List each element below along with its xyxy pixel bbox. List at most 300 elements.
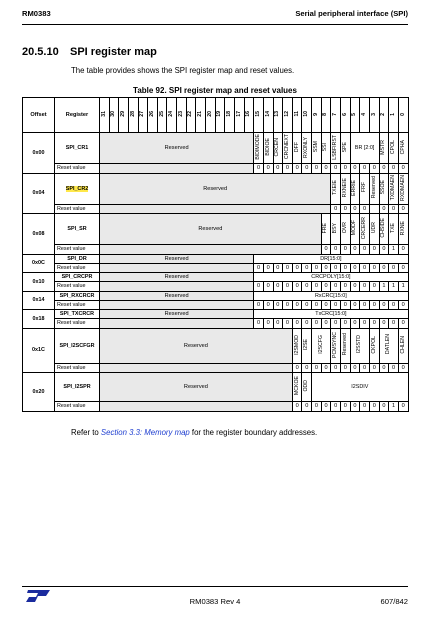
bit-header — [244, 98, 254, 133]
reset-bit: 0 — [369, 300, 379, 310]
reset-bit: 0 — [360, 300, 370, 310]
footer-rule — [22, 586, 408, 587]
bit-header — [350, 98, 360, 133]
reset-label: Reset value — [55, 245, 100, 255]
field-label: I2SMOD — [293, 334, 300, 355]
reset-bit: 0 — [379, 263, 389, 273]
field-label: CRCERR — [361, 216, 368, 240]
reset-bit: 0 — [360, 204, 370, 214]
reset-bit: 0 — [350, 282, 360, 292]
reset-bit: 0 — [312, 282, 322, 292]
register-offset: 0x04 — [23, 173, 55, 214]
reserved-cell — [100, 282, 254, 292]
reset-bit: 0 — [369, 164, 379, 174]
reset-bit: 0 — [283, 300, 293, 310]
field-label: CRCEN — [274, 137, 281, 157]
field-cell — [360, 173, 370, 204]
bit-header — [283, 98, 293, 133]
reset-bit: 0 — [398, 204, 408, 214]
field-label: 1 — [389, 113, 396, 116]
field-cell — [389, 173, 399, 204]
register-name — [55, 173, 100, 204]
field-label: SSM — [312, 141, 319, 153]
register-header: Register — [55, 98, 100, 133]
reserved-cell: Reserved — [100, 214, 322, 245]
reset-bit: 0 — [341, 319, 351, 329]
reset-bit: 0 — [292, 319, 302, 329]
field-cell: CRCPOLY[15:0] — [254, 273, 408, 282]
field-cell — [312, 328, 331, 363]
reset-bit: 0 — [360, 164, 370, 174]
reset-bit: 0 — [292, 363, 302, 373]
reset-bit: 0 — [292, 282, 302, 292]
field-cell — [292, 133, 302, 164]
bit-header — [321, 98, 331, 133]
reset-bit: 0 — [331, 245, 341, 255]
reset-bit: 0 — [292, 164, 302, 174]
field-label: 28 — [129, 111, 136, 117]
register-name — [55, 214, 100, 245]
field-label: 4 — [361, 113, 368, 116]
reset-bit: 0 — [360, 263, 370, 273]
reset-bit: 1 — [389, 245, 399, 255]
footer-revision: RM0383 Rev 4 — [189, 597, 241, 606]
reset-bit: 0 — [302, 363, 312, 373]
field-label: 17 — [235, 111, 242, 117]
reset-bit: 0 — [273, 164, 283, 174]
reset-bit: 0 — [360, 319, 370, 329]
reset-bit: 0 — [369, 263, 379, 273]
field-label: 0 — [399, 113, 406, 116]
register-name — [55, 291, 100, 300]
field-cell — [283, 133, 293, 164]
field-label: CPHA — [399, 139, 406, 155]
reserved-cell: Reserved — [100, 254, 254, 263]
reset-bit: 0 — [360, 402, 370, 412]
reset-bit: 0 — [321, 300, 331, 310]
reset-value-row — [23, 402, 409, 412]
field-cell — [398, 328, 408, 363]
reserved-cell — [100, 363, 293, 373]
field-cell — [398, 133, 408, 164]
register-name-label: SPI_CR2 — [65, 185, 89, 192]
bit-header — [273, 98, 283, 133]
bit-header — [292, 98, 302, 133]
register-map-table — [22, 97, 409, 412]
reset-label: Reset value — [55, 263, 100, 273]
bit-header — [225, 98, 235, 133]
field-label: 9 — [312, 113, 319, 116]
register-offset: 0x20 — [23, 373, 55, 412]
field-label: FRE — [322, 222, 329, 234]
field-label: I2SE — [303, 338, 310, 351]
reserved-cell: Reserved — [100, 173, 331, 204]
chapter-title: Serial peripheral interface (SPI) — [295, 9, 408, 18]
bit-header — [215, 98, 225, 133]
field-label: CHSIDE — [380, 218, 387, 238]
reset-bit: 0 — [379, 204, 389, 214]
bit-header — [196, 98, 206, 133]
bit-header — [186, 98, 196, 133]
reset-label: Reset value — [55, 204, 100, 214]
field-label: DFF — [293, 141, 300, 153]
field-cell — [379, 328, 398, 363]
reset-bit: 0 — [369, 363, 379, 373]
field-cell: TxCRC[15:0] — [254, 310, 408, 319]
bit-header — [234, 98, 244, 133]
bit-header — [302, 98, 312, 133]
reset-bit: 0 — [283, 263, 293, 273]
reset-bit: 0 — [321, 402, 331, 412]
reset-bit: 0 — [312, 164, 322, 174]
field-cell: BR [2:0] — [350, 133, 379, 164]
reset-label: Reset value — [55, 282, 100, 292]
reserved-cell: Reserved — [100, 310, 254, 319]
reset-bit: 0 — [331, 319, 341, 329]
field-label: BIDIMODE — [254, 134, 261, 160]
field-cell — [302, 133, 312, 164]
reset-bit: 0 — [341, 245, 351, 255]
bit-header — [177, 98, 187, 133]
reset-bit: 0 — [398, 363, 408, 373]
doc-id: RM0383 — [22, 9, 51, 18]
reset-value-row — [23, 263, 409, 273]
register-offset: 0x00 — [23, 133, 55, 174]
bit-header — [360, 98, 370, 133]
field-cell: DR[15:0] — [254, 254, 408, 263]
field-cell — [369, 328, 379, 363]
reserved-cell — [100, 204, 331, 214]
field-cell — [341, 173, 351, 204]
reset-bit: 0 — [292, 263, 302, 273]
bit-header — [206, 98, 216, 133]
field-label: 13 — [274, 111, 281, 117]
field-label: 29 — [120, 111, 126, 117]
reset-value-row — [23, 245, 409, 255]
reserved-cell — [100, 319, 254, 329]
field-label: FRF — [361, 182, 368, 193]
reset-bit: 0 — [389, 164, 399, 174]
reset-bit: 0 — [273, 282, 283, 292]
reserved-cell: Reserved — [100, 273, 254, 282]
field-label: Reserved — [341, 333, 348, 356]
register-offset: 0x1C — [23, 328, 55, 373]
bit-header — [138, 98, 148, 133]
field-label: 20 — [206, 111, 213, 117]
register-name-label: SPI_RXCRCR — [59, 292, 95, 299]
reset-bit: 0 — [254, 164, 264, 174]
register-name — [55, 254, 100, 263]
reset-bit: 0 — [360, 282, 370, 292]
field-cell — [254, 133, 264, 164]
field-label: PCMSYNC — [332, 331, 339, 358]
reset-label: Reset value — [55, 402, 100, 412]
field-cell — [350, 214, 360, 245]
reset-bit: 0 — [389, 319, 399, 329]
reset-bit: 0 — [389, 363, 399, 373]
reset-bit: 0 — [273, 300, 283, 310]
register-name — [55, 133, 100, 164]
reset-label: Reset value — [55, 319, 100, 329]
register-field-row — [23, 273, 409, 282]
bit-header — [157, 98, 167, 133]
field-label: TXDMAEN — [389, 174, 396, 201]
reset-bit: 0 — [360, 363, 370, 373]
reset-bit: 0 — [389, 204, 399, 214]
register-field-row — [23, 291, 409, 300]
reset-bit: 0 — [283, 282, 293, 292]
reset-bit: 0 — [312, 319, 322, 329]
field-cell — [331, 173, 341, 204]
field-label: 12 — [283, 111, 290, 117]
reset-bit: 0 — [331, 263, 341, 273]
field-label: DATLEN — [385, 334, 392, 355]
field-cell — [369, 214, 379, 245]
bit-header — [119, 98, 129, 133]
reset-bit: 0 — [398, 245, 408, 255]
field-label: 31 — [100, 111, 107, 117]
reset-value-row — [23, 363, 409, 373]
bit-header — [398, 98, 408, 133]
field-label: 2 — [380, 113, 387, 116]
register-field-row — [23, 328, 409, 363]
bit-header — [341, 98, 351, 133]
field-cell: RxCRC[15:0] — [254, 291, 408, 300]
reset-bit: 0 — [302, 300, 312, 310]
field-cell — [379, 173, 389, 204]
register-name-label: SPI_TXCRCR — [59, 311, 95, 317]
field-label: 26 — [148, 111, 155, 117]
reset-bit: 0 — [341, 263, 351, 273]
field-label: OVR — [341, 222, 348, 234]
reserved-cell: Reserved — [100, 291, 254, 300]
field-cell — [292, 373, 302, 402]
field-label: SPE — [341, 141, 348, 153]
page-header — [22, 9, 408, 21]
field-label: LSBFIRST — [332, 134, 339, 160]
reset-bit: 0 — [350, 204, 360, 214]
reset-bit: 0 — [321, 363, 331, 373]
reset-label: Reset value — [55, 300, 100, 310]
reset-bit: 0 — [263, 300, 273, 310]
register-offset: 0x18 — [23, 310, 55, 329]
reset-bit: 0 — [369, 245, 379, 255]
reset-bit: 0 — [389, 263, 399, 273]
reset-bit: 0 — [302, 319, 312, 329]
register-field-row — [23, 373, 409, 402]
field-label: 25 — [158, 111, 165, 117]
register-offset: 0x10 — [23, 273, 55, 292]
reset-bit: 0 — [283, 164, 293, 174]
field-cell — [360, 214, 370, 245]
reference-text — [71, 428, 317, 437]
register-offset: 0x14 — [23, 291, 55, 310]
field-cell — [389, 214, 399, 245]
bit-header — [148, 98, 158, 133]
register-field-row — [23, 133, 409, 164]
reset-bit: 1 — [389, 402, 399, 412]
reset-bit: 0 — [263, 319, 273, 329]
reset-bit: 1 — [379, 282, 389, 292]
field-label: CHLEN — [399, 335, 406, 354]
reset-value-row — [23, 204, 409, 214]
field-cell — [341, 214, 351, 245]
field-label: 24 — [168, 111, 175, 117]
field-label: 15 — [254, 111, 261, 117]
reset-bit: 0 — [398, 263, 408, 273]
field-label: 6 — [341, 113, 348, 116]
field-label: I2SCFG — [317, 335, 324, 354]
register-name-label: SPI_SR — [67, 226, 87, 232]
bit-header — [254, 98, 264, 133]
reset-bit: 0 — [369, 282, 379, 292]
table-header-row — [23, 98, 409, 133]
reset-bit: 0 — [331, 363, 341, 373]
field-label: I2SSTD — [356, 335, 363, 354]
reset-bit: 0 — [254, 282, 264, 292]
register-field-row — [23, 214, 409, 245]
reset-bit — [369, 204, 379, 214]
section-title: SPI register map — [70, 46, 157, 58]
bit-header — [369, 98, 379, 133]
reset-bit: 0 — [321, 282, 331, 292]
memory-map-link[interactable]: Section 3.3: Memory map — [100, 428, 190, 437]
register-name — [55, 273, 100, 282]
reset-bit: 0 — [398, 300, 408, 310]
field-cell — [312, 133, 322, 164]
register-name-label: SPI_I2SCFGR — [59, 342, 95, 349]
reset-value-row — [23, 164, 409, 174]
field-cell — [350, 328, 369, 363]
reset-bit: 0 — [341, 164, 351, 174]
bit-header — [263, 98, 273, 133]
register-name — [55, 310, 100, 319]
register-name — [55, 373, 100, 402]
reset-bit: 0 — [312, 363, 322, 373]
reserved-cell — [100, 300, 254, 310]
field-label: CPOL — [389, 139, 396, 155]
field-label: 23 — [177, 111, 184, 117]
field-cell — [263, 133, 273, 164]
reset-bit: 1 — [398, 282, 408, 292]
reset-bit: 0 — [263, 263, 273, 273]
reset-bit: 0 — [331, 164, 341, 174]
field-label: CKPOL — [370, 335, 377, 354]
reserved-cell: Reserved — [100, 373, 293, 402]
field-label: CRCNEXT — [283, 134, 290, 160]
reset-bit: 0 — [341, 402, 351, 412]
reset-bit: 0 — [379, 245, 389, 255]
register-name-label: SPI_CR1 — [65, 145, 89, 151]
reset-bit: 0 — [341, 204, 351, 214]
field-label: Reserved — [370, 176, 377, 199]
reset-bit: 0 — [263, 164, 273, 174]
reset-label: Reset value — [55, 164, 100, 174]
field-label: 5 — [351, 113, 358, 116]
reset-label: Reset value — [55, 363, 100, 373]
field-cell — [302, 328, 312, 363]
reset-bit: 0 — [350, 164, 360, 174]
reserved-cell — [100, 164, 254, 174]
field-cell — [292, 328, 302, 363]
reset-bit: 0 — [350, 402, 360, 412]
reset-bit: 0 — [254, 263, 264, 273]
field-label: 30 — [110, 111, 117, 117]
reset-bit: 0 — [379, 319, 389, 329]
field-cell: I2SDIV — [312, 373, 408, 402]
field-cell — [389, 133, 399, 164]
field-cell — [321, 133, 331, 164]
reset-bit: 0 — [398, 164, 408, 174]
field-cell — [302, 373, 312, 402]
bit-header — [100, 98, 110, 133]
reset-bit: 0 — [312, 263, 322, 273]
field-cell — [398, 214, 408, 245]
reset-bit: 0 — [369, 402, 379, 412]
intro-text: The table provides shows the SPI register map and reset values. — [71, 66, 295, 75]
reset-bit: 0 — [263, 282, 273, 292]
reset-bit: 1 — [389, 282, 399, 292]
reset-bit: 0 — [321, 319, 331, 329]
section-number: 20.5.10 — [22, 46, 59, 58]
register-offset: 0x08 — [23, 214, 55, 255]
reset-bit: 0 — [283, 319, 293, 329]
field-label: 27 — [139, 111, 146, 117]
field-cell — [331, 133, 341, 164]
register-field-row — [23, 254, 409, 263]
bit-header — [331, 98, 341, 133]
field-cell — [369, 173, 379, 204]
field-label: 14 — [264, 111, 271, 117]
bit-header — [109, 98, 119, 133]
register-name — [55, 328, 100, 363]
field-cell — [331, 328, 341, 363]
field-label: RXNEIE — [341, 177, 348, 198]
reset-bit: 0 — [350, 300, 360, 310]
field-label: BSY — [332, 222, 339, 234]
reset-bit: 0 — [379, 300, 389, 310]
field-cell — [341, 328, 351, 363]
reset-bit: 0 — [312, 402, 322, 412]
register-offset: 0x0C — [23, 254, 55, 273]
register-name-label: SPI_DR — [67, 255, 87, 262]
reset-bit: 0 — [321, 164, 331, 174]
reset-bit: 0 — [292, 300, 302, 310]
field-cell — [321, 214, 331, 245]
field-label: MSTR — [380, 139, 387, 155]
reference-pre: Refer to — [71, 428, 101, 437]
field-label: TXEIE — [332, 180, 339, 195]
field-label: 22 — [187, 111, 194, 117]
field-label: 11 — [293, 111, 300, 117]
section-heading — [22, 46, 157, 58]
reset-bit: 0 — [360, 245, 370, 255]
field-cell — [350, 173, 360, 204]
reset-bit: 0 — [389, 300, 399, 310]
reset-bit: 0 — [273, 263, 283, 273]
reset-bit: 0 — [350, 363, 360, 373]
field-cell — [341, 133, 351, 164]
field-label: ERRIE — [351, 179, 358, 196]
field-label: SSOE — [380, 180, 387, 195]
reset-bit: 0 — [331, 300, 341, 310]
offset-header: Offset — [23, 98, 55, 133]
bit-header — [379, 98, 389, 133]
reset-bit: 0 — [341, 282, 351, 292]
field-label: ODD — [303, 380, 310, 392]
reset-bit: 0 — [254, 300, 264, 310]
reset-bit: 0 — [331, 282, 341, 292]
